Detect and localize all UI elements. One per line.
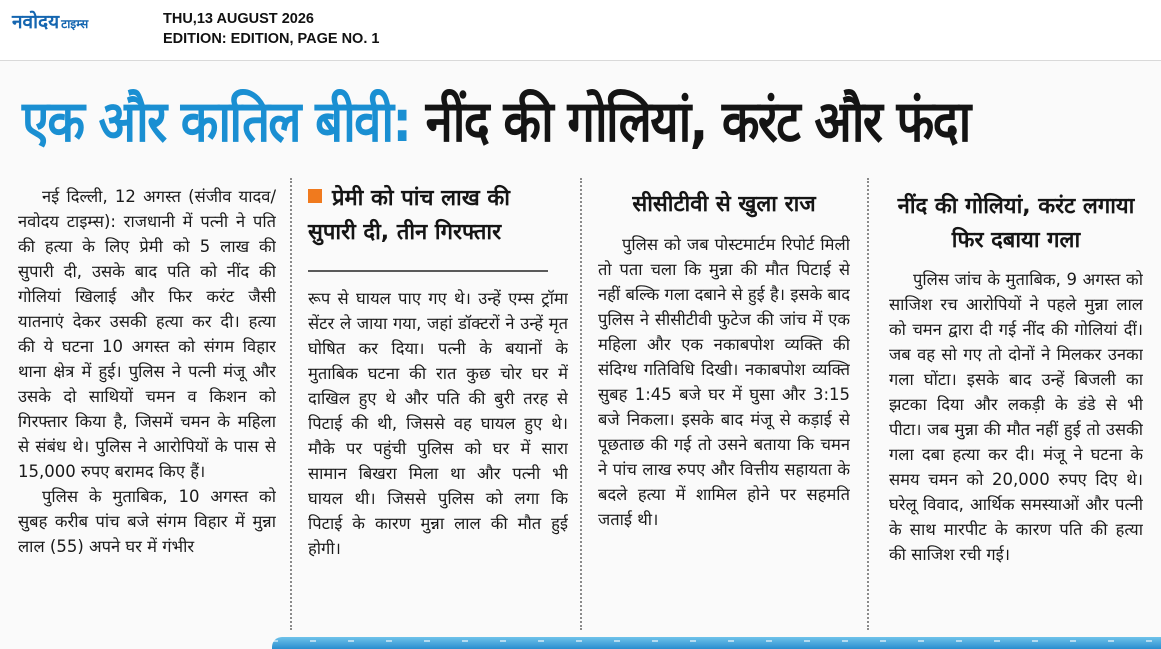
subheading-supari <box>308 182 548 250</box>
subheading-sleeping-pills: नींद की गोलियां, करंट लगाया फिर दबाया गला <box>897 194 1135 253</box>
column-divider <box>867 178 869 630</box>
column-divider <box>290 178 292 630</box>
article-column-3 <box>598 232 850 627</box>
navodaya-times-logo[interactable] <box>12 8 88 32</box>
paragraph: नई दिल्ली, 12 अगस्त (संजीव यादव/नवोदय टाइम्स): राजधानी में पत्नी ने पति की हत्या के लिए प्रेमी को 5 लाख की सुपारी दी, उसके बाद पति को नींद की गोलियां खिलाई और फिर करंट जैसी यातनाएं देकर उसकी हत्या कर दी। हत्या की ये घटना 10 अगस्त को संगम विहार थाना क्षेत्र में हुई। पुलिस ने पत्नी मंजू और उसके दो साथियों चमन व किशन को गिरफ्तार किया है, जिसमें चमन के महिला से संबंध थे। पुलिस ने आरोपियों के पास से 15,000 रुपए बरामद किए हैं। <box>18 187 276 481</box>
subheading-underline <box>308 270 548 272</box>
article-column-2 <box>308 286 568 626</box>
paragraph: पुलिस के मुताबिक, 10 अगस्त को सुबह करीब पांच बजे संगम विहार में मुन्ना लाल (55) अपने घर में गंभीर <box>18 487 276 556</box>
orange-bullet-square <box>308 189 322 203</box>
article-column-4 <box>889 267 1143 627</box>
logo-sub-text: टाइम्स <box>61 17 89 31</box>
column-divider <box>580 178 582 630</box>
logo-main-text: नवोदय <box>12 11 60 33</box>
subheading-text: प्रेमी को पांच लाख की सुपारी दी, तीन गिरफ्तार <box>308 186 510 245</box>
date-line: THU,13 AUGUST 2026 <box>163 11 314 27</box>
next-article-strip <box>272 637 1161 649</box>
paragraph: पुलिस जांच के मुताबिक, 9 अगस्त को साजिश रच आरोपियों ने पहले मुन्ना लाल को चमन द्वारा दी गई नींद की गोलियां दीं। जब वह सो गए तो दोनों ने मिलकर उनका गला घोंटा। इसके बाद उन्हें बिजली का झटका दिया और लकड़ी के डंडे से भी पीटा। जब मुन्ना की मौत नहीं हुई तो उसकी गला दबा हत्या कर दी। मंजू ने घटना के समय चमन को 20,000 रुपए दिए थे। घरेलू विवाद, आर्थिक समस्याओं और पत्नी के साथ मारपीट के कारण पति की हत्या की साजिश रची गई। <box>889 270 1143 564</box>
paragraph: पुलिस को जब पोस्टमार्टम रिपोर्ट मिली तो पता चला कि मुन्ना की मौत पिटाई से नहीं बल्कि गला दबाने से हुई है। इसके बाद पुलिस ने सीसीटीवी फुटेज की जांच में एक महिला और एक नकाबपोश व्यक्ति की संदिग्ध गतिविधि दिखी। नकाबपोश व्यक्ति सुबह 1:45 बजे घर में घुसा और 3:15 बजे निकला। इसके बाद मंजू से कड़ाई से पूछताछ की गई तो उसने बताया कि चमन ने पांच लाख रुपए और वित्तीय सहायता के बदले हत्या में शामिल होने पर सहमति जताई थी। <box>598 235 850 529</box>
masthead-bar <box>0 0 1161 61</box>
article-headline <box>22 82 990 162</box>
headline-blue-part: एक और कातिल बीवी: <box>22 89 411 155</box>
edition-info <box>163 9 379 49</box>
article-column-1 <box>18 184 276 634</box>
paragraph: रूप से घायल पाए गए थे। उन्हें एम्स ट्रॉमा सेंटर ले जाया गया, जहां डॉक्टरों ने उन्हें मृत घोषित कर दिया। पत्नी के बयानों के मुताबिक घटना की रात कुछ चोर घर में दाखिल हुए थे और पति की बुरी तरह से पिटाई की थी, जिससे वह घायल हुए थे। मौके पर पहुंची पुलिस को घर में सारा सामान बिखरा मिला था और पत्नी भी घायल थी। जिससे पुलिस को लगा कि पिटाई के कारण मुन्ना लाल की मौत हुई होगी। <box>308 289 568 558</box>
subheading-cctv: सीसीटीवी से खुला राज <box>632 192 816 217</box>
edition-line: EDITION: EDITION, PAGE NO. 1 <box>163 31 380 47</box>
headline-black-part: नींद की गोलियां, करंट और फंदा <box>410 89 970 155</box>
